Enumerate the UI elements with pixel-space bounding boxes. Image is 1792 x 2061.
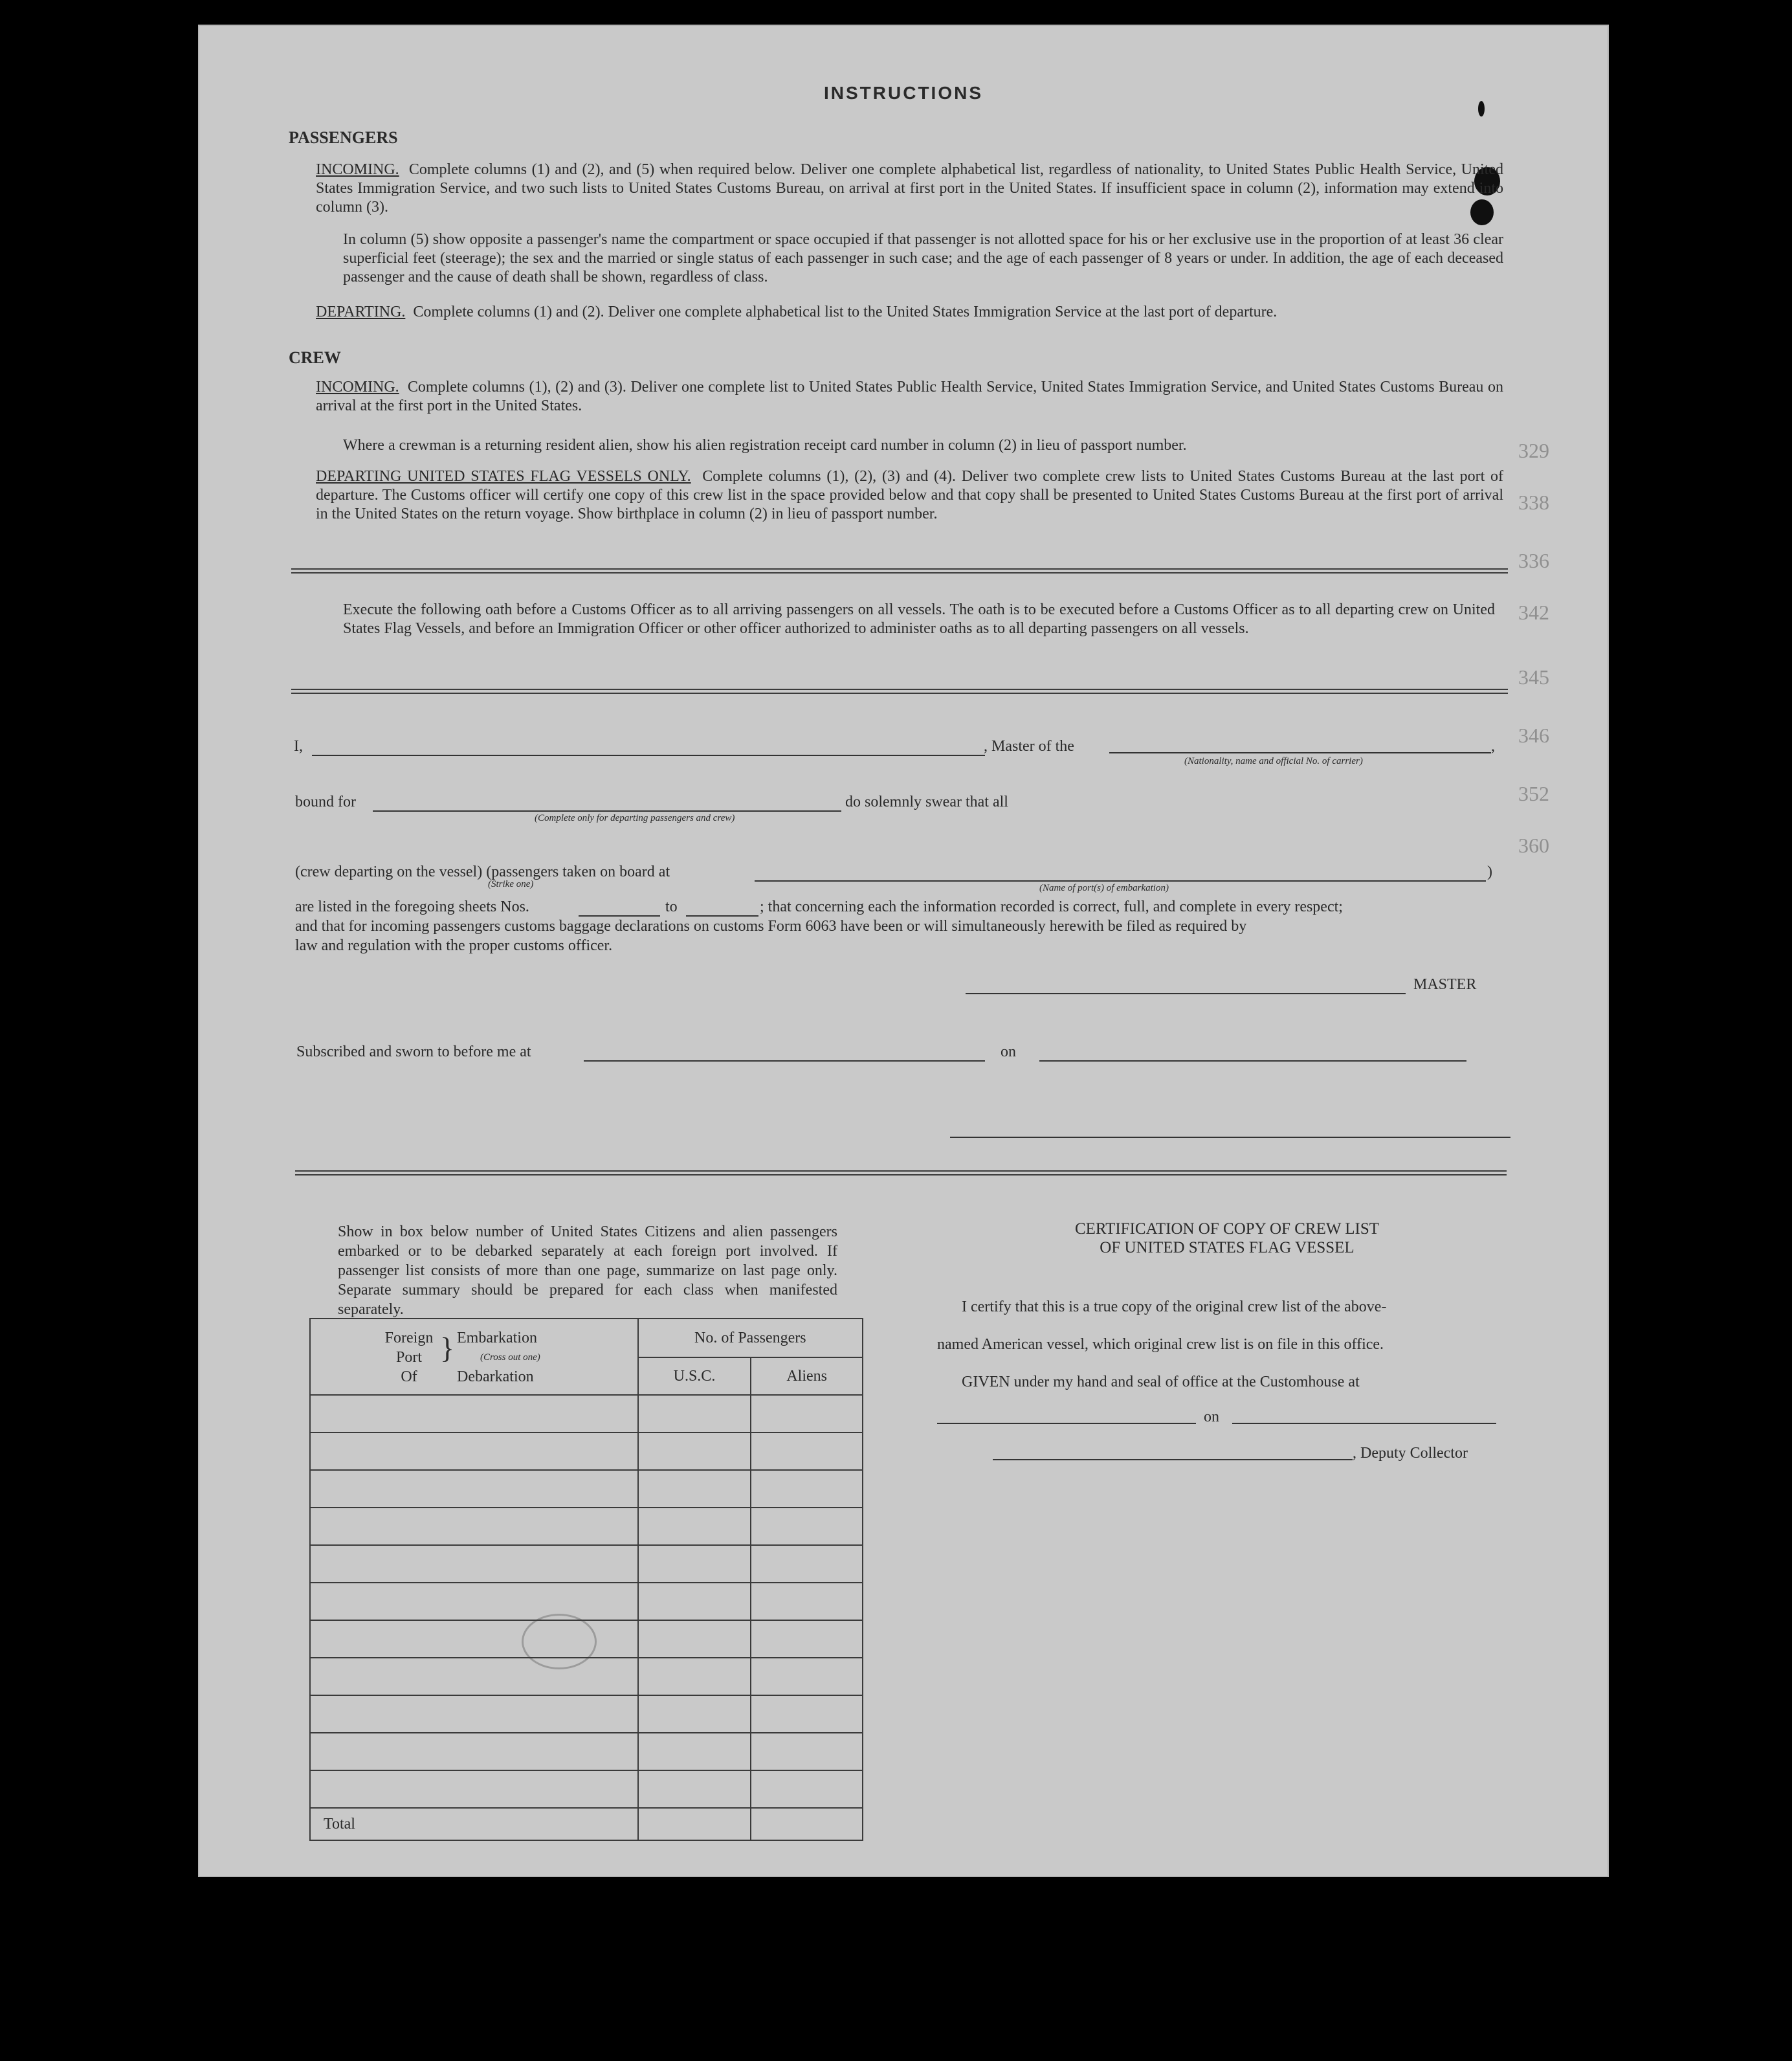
- certification-date-field[interactable]: [1232, 1423, 1496, 1424]
- total-aliens-cell[interactable]: [751, 1808, 863, 1840]
- usc-cell[interactable]: [638, 1695, 751, 1733]
- passengers-column5-text: In column (5) show opposite a passenger's name the compartment or space occupied if that passenger is not allotted space for his or her exclusive use in the proportion of at least 36 clear superficial feet (steerage); the sex and the married or single status of each passenger in such case; and the age of each passenger of 8 years or under. In addition, the age of each deceased passenger and the cause of death shall be shown, regardless of class.: [343, 231, 1503, 285]
- usc-cell[interactable]: [638, 1470, 751, 1508]
- aliens-cell[interactable]: [751, 1733, 863, 1770]
- sworn-on-label: on: [1001, 1043, 1016, 1060]
- port-cell[interactable]: [310, 1432, 638, 1470]
- section-divider: [291, 568, 1508, 574]
- port-cell[interactable]: [310, 1620, 638, 1658]
- table-row: [310, 1545, 863, 1583]
- passengers-departing-label: DEPARTING.: [316, 304, 406, 320]
- sheet-to-field[interactable]: [686, 915, 758, 917]
- close-paren: ): [1487, 863, 1492, 880]
- customhouse-field[interactable]: [937, 1423, 1196, 1424]
- table-row: [310, 1470, 863, 1508]
- aliens-cell[interactable]: [751, 1470, 863, 1508]
- table-row: [310, 1508, 863, 1545]
- port-cell[interactable]: [310, 1695, 638, 1733]
- listed-start: are listed in the foregoing sheets Nos.: [295, 898, 529, 915]
- certify-line-1: I certify that this is a true copy of the original crew list of the above-: [962, 1298, 1387, 1315]
- debarkation-label: Debarkation: [457, 1368, 534, 1385]
- aliens-cell[interactable]: [751, 1658, 863, 1695]
- total-row: [310, 1808, 863, 1840]
- aliens-cell[interactable]: [751, 1620, 863, 1658]
- aliens-cell[interactable]: [751, 1395, 863, 1432]
- table-row: [310, 1733, 863, 1770]
- officer-signature-field[interactable]: [950, 1137, 1510, 1138]
- usc-cell[interactable]: [638, 1620, 751, 1658]
- table-row: [310, 1695, 863, 1733]
- sworn-date-field[interactable]: [1039, 1060, 1466, 1062]
- usc-header: U.S.C.: [638, 1357, 751, 1395]
- sworn-place-field[interactable]: [584, 1060, 985, 1062]
- cross-out-caption: (Cross out one): [480, 1352, 540, 1363]
- departing-caption: (Complete only for departing passengers and crew): [535, 813, 735, 823]
- passengers-departing-text: Complete columns (1) and (2). Deliver one complete alphabetical list to the United States Immigration Service at the last port of departure.: [413, 304, 1278, 320]
- passengers-incoming-paragraph: [316, 161, 1503, 217]
- crew-passengers-label: (crew departing on the vessel) (passengers taken on board at: [295, 863, 670, 880]
- brace-symbol: }: [440, 1331, 455, 1365]
- port-cell[interactable]: [310, 1583, 638, 1620]
- certification-heading-line-2: OF UNITED STATES FLAG VESSEL: [1100, 1239, 1355, 1256]
- aliens-cell[interactable]: [751, 1432, 863, 1470]
- bleed-through-text: 360: [1518, 834, 1549, 857]
- embarkation-label: Embarkation: [457, 1330, 537, 1346]
- aliens-cell[interactable]: [751, 1583, 863, 1620]
- aliens-header: Aliens: [751, 1357, 863, 1395]
- total-usc-cell[interactable]: [638, 1808, 751, 1840]
- bleed-through-text: 345: [1518, 665, 1549, 689]
- crew-departing-text: Complete columns (1), (2), (3) and (4). Deliver two complete crew lists to United States Customs Bureau at the last port of departure. The Customs officer will certify one copy of this crew list in the space provided below and that copy shall be presented to United States Customs Bureau at the first port of arrival in the United States on the return voyage. Show birthplace in column (2) in lieu of passport number.: [316, 468, 1503, 522]
- deputy-collector-label: , Deputy Collector: [1353, 1445, 1468, 1462]
- bleed-through-text: 346: [1518, 724, 1549, 747]
- port-header-cell: [310, 1319, 638, 1395]
- subscribed-label: Subscribed and sworn to before me at: [296, 1043, 531, 1060]
- usc-cell[interactable]: [638, 1733, 751, 1770]
- listed-rest: ; that concerning each the information recorded is correct, full, and complete in every respect;: [760, 898, 1343, 915]
- table-row: [310, 1770, 863, 1808]
- port-label: Port: [395, 1349, 422, 1366]
- master-name-field[interactable]: [312, 755, 985, 756]
- swear-label: do solemnly swear that all: [845, 794, 1008, 810]
- crew-incoming-text: Complete columns (1), (2) and (3). Deliver one complete list to United States Public Health Service, United States Immigration Service, and United States Customs Bureau on arrival at the first port in the United States.: [316, 379, 1504, 414]
- usc-cell[interactable]: [638, 1658, 751, 1695]
- to-label: to: [665, 898, 678, 915]
- usc-cell[interactable]: [638, 1432, 751, 1470]
- port-cell[interactable]: [310, 1470, 638, 1508]
- port-cell[interactable]: [310, 1733, 638, 1770]
- crew-incoming-paragraph: [316, 378, 1503, 416]
- usc-cell[interactable]: [638, 1508, 751, 1545]
- certification-on-label: on: [1204, 1409, 1219, 1425]
- master-of-the-label: , Master of the: [984, 738, 1074, 755]
- oath-i-label: I,: [294, 738, 303, 755]
- aliens-cell[interactable]: [751, 1508, 863, 1545]
- port-cell[interactable]: [310, 1770, 638, 1808]
- certification-heading: [942, 1220, 1512, 1257]
- certification-heading-line-1: CERTIFICATION OF COPY OF CREW LIST: [1074, 1220, 1380, 1238]
- bleed-through-text: 329: [1518, 439, 1549, 462]
- passenger-summary-table: [309, 1318, 863, 1841]
- aliens-cell[interactable]: [751, 1695, 863, 1733]
- ports-of-embarkation-field[interactable]: [755, 880, 1486, 882]
- bleed-through-text: 352: [1518, 782, 1549, 805]
- crew-resident-text: Where a crewman is a returning resident alien, show his alien registration receipt card number in column (2) in lieu of passport number.: [343, 437, 1187, 454]
- aliens-cell[interactable]: [751, 1770, 863, 1808]
- summary-instructions: Show in box below number of United States Citizens and alien passengers embarked or to be debarked separately at each foreign port involved. If passenger list consists of more than one page, summarize on last page only. Separate summary should be prepared for each class when manifested separately.: [338, 1223, 837, 1318]
- passengers-heading: PASSENGERS: [289, 128, 398, 147]
- bound-for-label: bound for: [295, 794, 356, 810]
- table-row: [310, 1395, 863, 1432]
- crew-incoming-label: INCOMING.: [316, 379, 399, 395]
- port-cell[interactable]: [310, 1658, 638, 1695]
- bleed-through-text: 336: [1518, 549, 1549, 572]
- page-title: INSTRUCTIONS: [824, 83, 983, 103]
- crew-departing-label: DEPARTING UNITED STATES FLAG VESSELS ONLY.: [316, 468, 691, 485]
- table-row: [310, 1658, 863, 1695]
- passengers-incoming-label: INCOMING.: [316, 161, 399, 178]
- foreign-label: Foreign: [384, 1330, 434, 1346]
- section-divider: [295, 1170, 1507, 1175]
- ports-caption: (Name of port(s) of embarkation): [1039, 883, 1169, 893]
- deputy-signature-field[interactable]: [993, 1459, 1353, 1460]
- oath-intro: Execute the following oath before a Customs Officer as to all arriving passengers on all vessels. The oath is to be executed before a Customs Officer as to all departing crew on United States Flag Vessels, and before an Immigration Officer or other officer authorized to administer oaths as to all departing passengers on all vessels.: [343, 601, 1495, 637]
- usc-cell[interactable]: [638, 1770, 751, 1808]
- of-label: Of: [401, 1368, 417, 1385]
- aliens-cell[interactable]: [751, 1545, 863, 1583]
- given-line: GIVEN under my hand and seal of office at the Customhouse at: [962, 1374, 1360, 1390]
- usc-cell[interactable]: [638, 1395, 751, 1432]
- listed-line-3: law and regulation with the proper customs officer.: [295, 937, 613, 954]
- port-cell[interactable]: [310, 1545, 638, 1583]
- usc-cell[interactable]: [638, 1545, 751, 1583]
- total-label: Total: [310, 1808, 638, 1840]
- usc-cell[interactable]: [638, 1583, 751, 1620]
- no-of-passengers-header: No. of Passengers: [638, 1319, 863, 1357]
- listed-line-2: and that for incoming passengers customs baggage declarations on customs Form 6063 have been or will simultaneously herewith be filed as required by: [295, 918, 1247, 935]
- port-cell[interactable]: [310, 1395, 638, 1432]
- certify-line-2: named American vessel, which original crew list is on file in this office.: [937, 1336, 1384, 1353]
- master-label: MASTER: [1413, 976, 1477, 993]
- crew-departing-paragraph: [316, 467, 1503, 524]
- port-cell[interactable]: [310, 1508, 638, 1545]
- table-row: [310, 1620, 863, 1658]
- nationality-caption: (Nationality, name and official No. of carrier): [1184, 756, 1363, 766]
- bound-for-field[interactable]: [373, 810, 841, 812]
- table-row: [310, 1583, 863, 1620]
- section-divider: [291, 689, 1508, 694]
- crew-heading: CREW: [289, 348, 341, 367]
- carrier-field[interactable]: [1109, 752, 1491, 753]
- passengers-incoming-text: Complete columns (1) and (2), and (5) when required below. Deliver one complete alphabetical list, regardless of nationality, to United States Public Health Service, United States Immigration Service, and two such lists to United States Customs Bureau, on arrival at first port in the United States. If insufficient space in column (2), information may extend into column (3).: [316, 161, 1504, 216]
- sheet-from-field[interactable]: [579, 915, 660, 917]
- document-page: [198, 25, 1609, 1877]
- table-row: [310, 1432, 863, 1470]
- passengers-departing-paragraph: [316, 303, 1503, 322]
- master-signature-field[interactable]: [966, 993, 1406, 994]
- bleed-through-text: 342: [1518, 601, 1549, 624]
- comma: ,: [1491, 738, 1495, 755]
- bleed-through-text: 338: [1518, 491, 1549, 514]
- strike-one-caption: (Strike one): [488, 879, 534, 889]
